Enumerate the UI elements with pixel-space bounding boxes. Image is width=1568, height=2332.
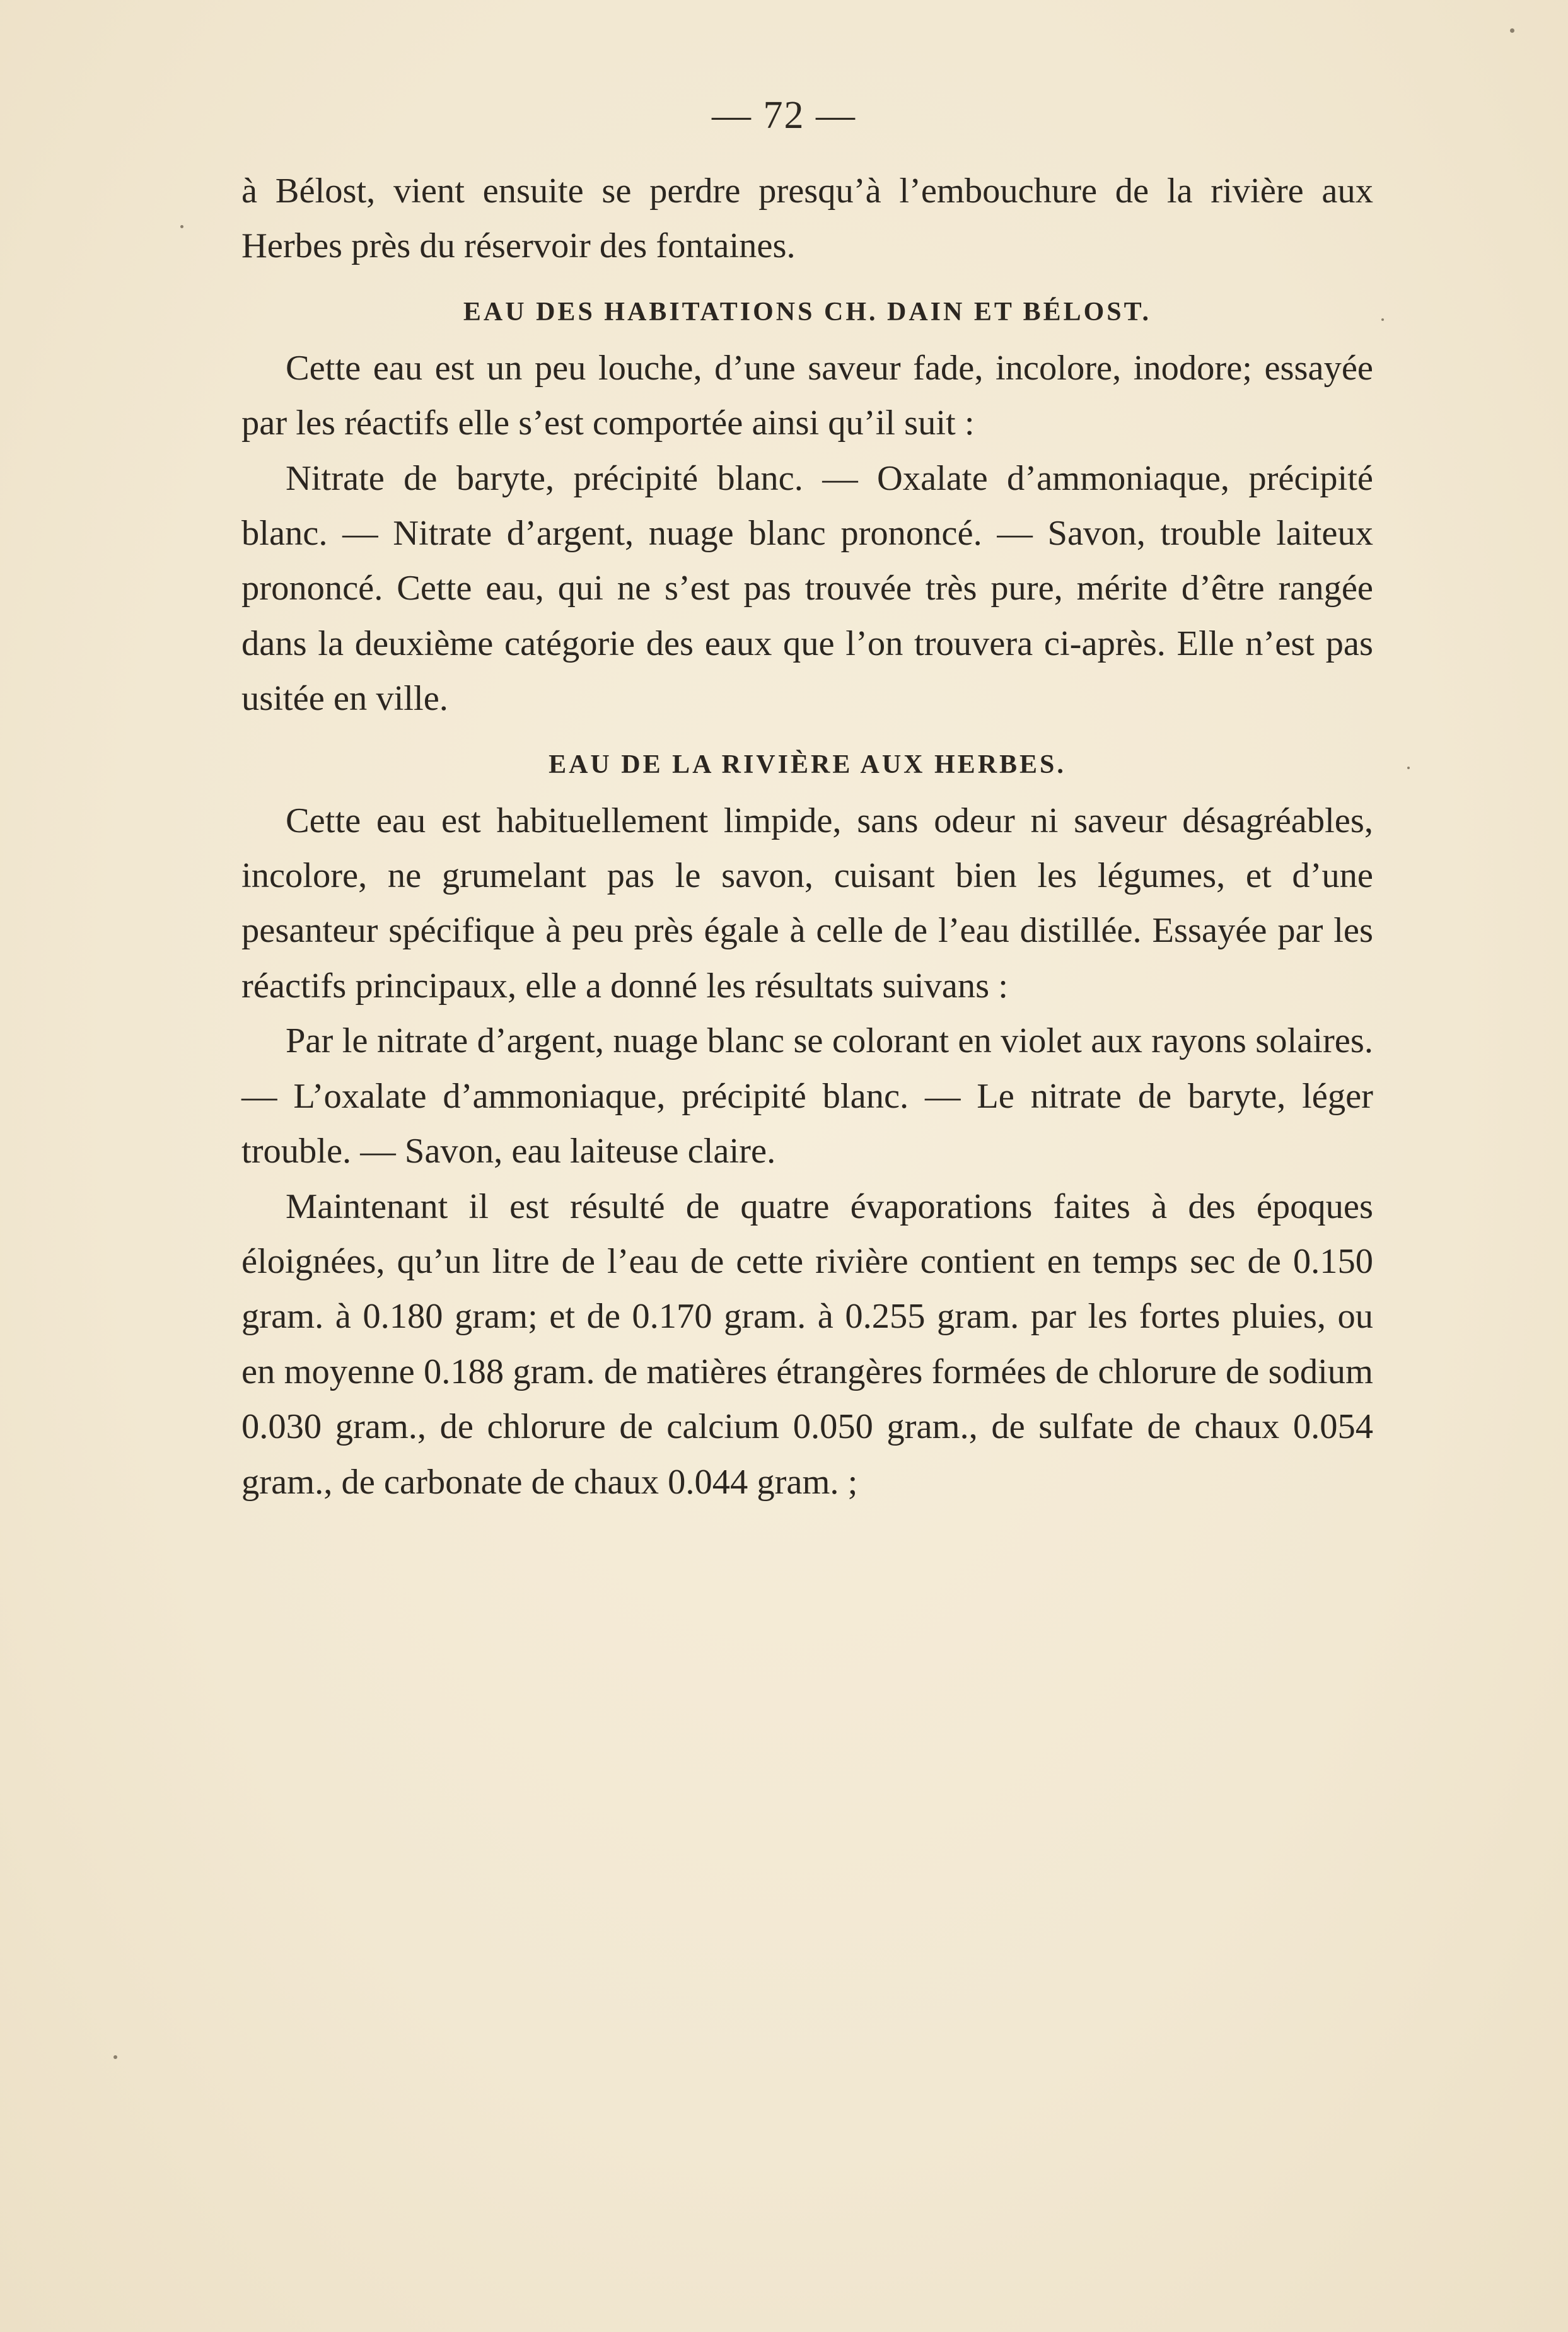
paragraph-habitations-description: Cette eau est un peu louche, d’une saveur fade, incolore, inodore; essayée par les réactifs elle s’est comportée ainsi qu’il suit : <box>241 348 1373 443</box>
section-heading-riviere: EAU DE LA RIVIÈRE AUX HERBES. <box>549 750 1066 779</box>
paragraph-riviere-reagents: Par le nitrate d’argent, nuage blanc se colorant en violet aux rayons solaires. — L’oxalate d’ammoniaque, précipité blanc. — Le nitrate de baryte, léger trouble. — Savon, eau laiteuse claire. <box>241 1021 1373 1171</box>
paragraph-habitations-reagents: Nitrate de baryte, précipité blanc. — Oxalate d’ammoniaque, précipité blanc. — Nitrate d’argent, nuage blanc prononcé. — Savon, trouble laiteux prononcé. Cette eau, qui ne s’est pas trouvée très pure, mérite d’être rangée dans la deuxième catégorie des eaux que l’on trouvera ci-après. Elle n’est pas usitée en ville. <box>241 458 1373 719</box>
paper-speck <box>113 2055 117 2059</box>
paragraph-continuation: à Bélost, vient ensuite se perdre presqu’à l’embouchure de la rivière aux Herbes près du réservoir des fontaines. <box>241 171 1373 266</box>
paper-speck <box>180 225 183 228</box>
page-number: — 72 — <box>712 94 856 137</box>
paragraph-riviere-evaporations: Maintenant il est résulté de quatre évaporations faites à des époques éloignées, qu’un litre de l’eau de cette rivière contient en temps sec de 0.150 gram. à 0.180 gram; et de 0.170 gram. à 0.255 gram. par les fortes pluies, ou en moyenne 0.188 gram. de matières étrangères formées de chlorure de sodium 0.030 gram., de chlorure de calcium 0.050 gram., de sulfate de chaux 0.054 gram., de carbonate de chaux 0.044 gram. ; <box>241 1186 1373 1502</box>
paper-speck <box>1381 318 1384 321</box>
paper-speck <box>1407 767 1410 769</box>
paragraph-riviere-description: Cette eau est habituellement limpide, sans odeur ni saveur désagréables, incolore, ne grumelant pas le savon, cuisant bien les légumes, et d’une pesanteur spécifique à peu près égale à celle de l’eau distillée. Essayée par les réactifs principaux, elle a donné les résultats suivans : <box>241 801 1373 1006</box>
paper-speck <box>1510 28 1514 33</box>
section-heading-habitations: EAU DES HABITATIONS CH. DAIN ET BÉLOST. <box>463 297 1152 327</box>
text-body <box>241 164 1373 1510</box>
